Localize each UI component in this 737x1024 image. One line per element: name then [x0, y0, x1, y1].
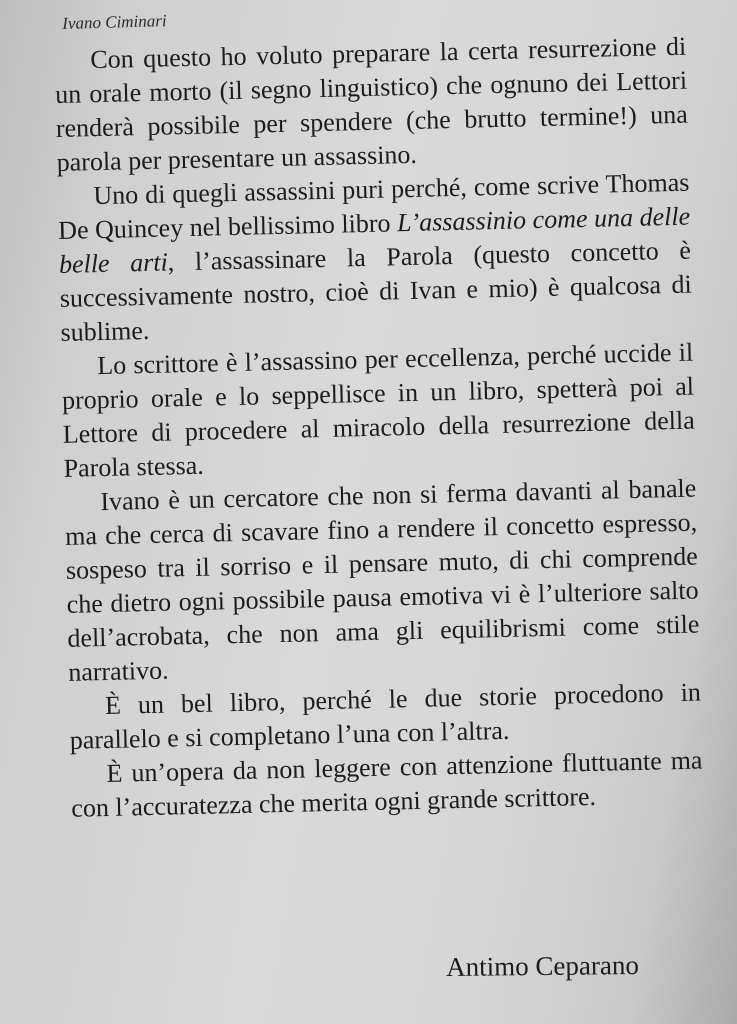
paragraph-3: Lo scrittore è l’assassino per eccellenza, perché uccide il proprio orale e lo seppellisce in un libro, spetterà poi al Lettore di procedere al miracolo della resurrezione della Parola stessa.	[61, 337, 696, 483]
paragraph-1: Con questo ho voluto preparare la certa resurrezione di un orale morto (il segno linguistico) che ognuno dei Lettori renderà possibile per spendere (che brutto termine!) una parola per presentare un assassino.	[54, 31, 689, 177]
paragraph-6: È un’opera da non leggere con attenzione fluttuante ma con l’accuratezza che merita ogni grande scrittore.	[71, 745, 703, 823]
paragraph-4: Ivano è un cercatore che non si ferma davanti al banale ma che cerca di scavare fino a rendere il concetto espresso, sospeso tra il sorriso e il pensare muto, di chi comprende che dietro ogni possibile pausa emotiva vi è l’ulteriore salto dell’acrobata, che non ama gli equilibrismi come stile narrativo.	[64, 473, 700, 687]
paragraph-2-text-b: , l’assassinare la Parola (questo concetto è successivamente nostro, cioè di Ivan e mio) è qualcosa di sublime.	[59, 235, 692, 347]
signature: Antimo Ceparano	[446, 949, 640, 982]
paragraph-2	[57, 166, 693, 350]
book-title-italic: L’assassinio come una delle belle arti	[58, 201, 691, 279]
running-head: Ivano Ciminari	[62, 11, 167, 33]
paragraph-2-text-a: Uno di quegli assassini puri perché, come scrive Thomas De Quincey nel bellissimo libro	[57, 167, 690, 245]
paragraph-5: È un bel libro, perché le due storie procedono in parallelo e si completano l’una con l’altra.	[69, 677, 702, 755]
body-text	[54, 30, 704, 826]
